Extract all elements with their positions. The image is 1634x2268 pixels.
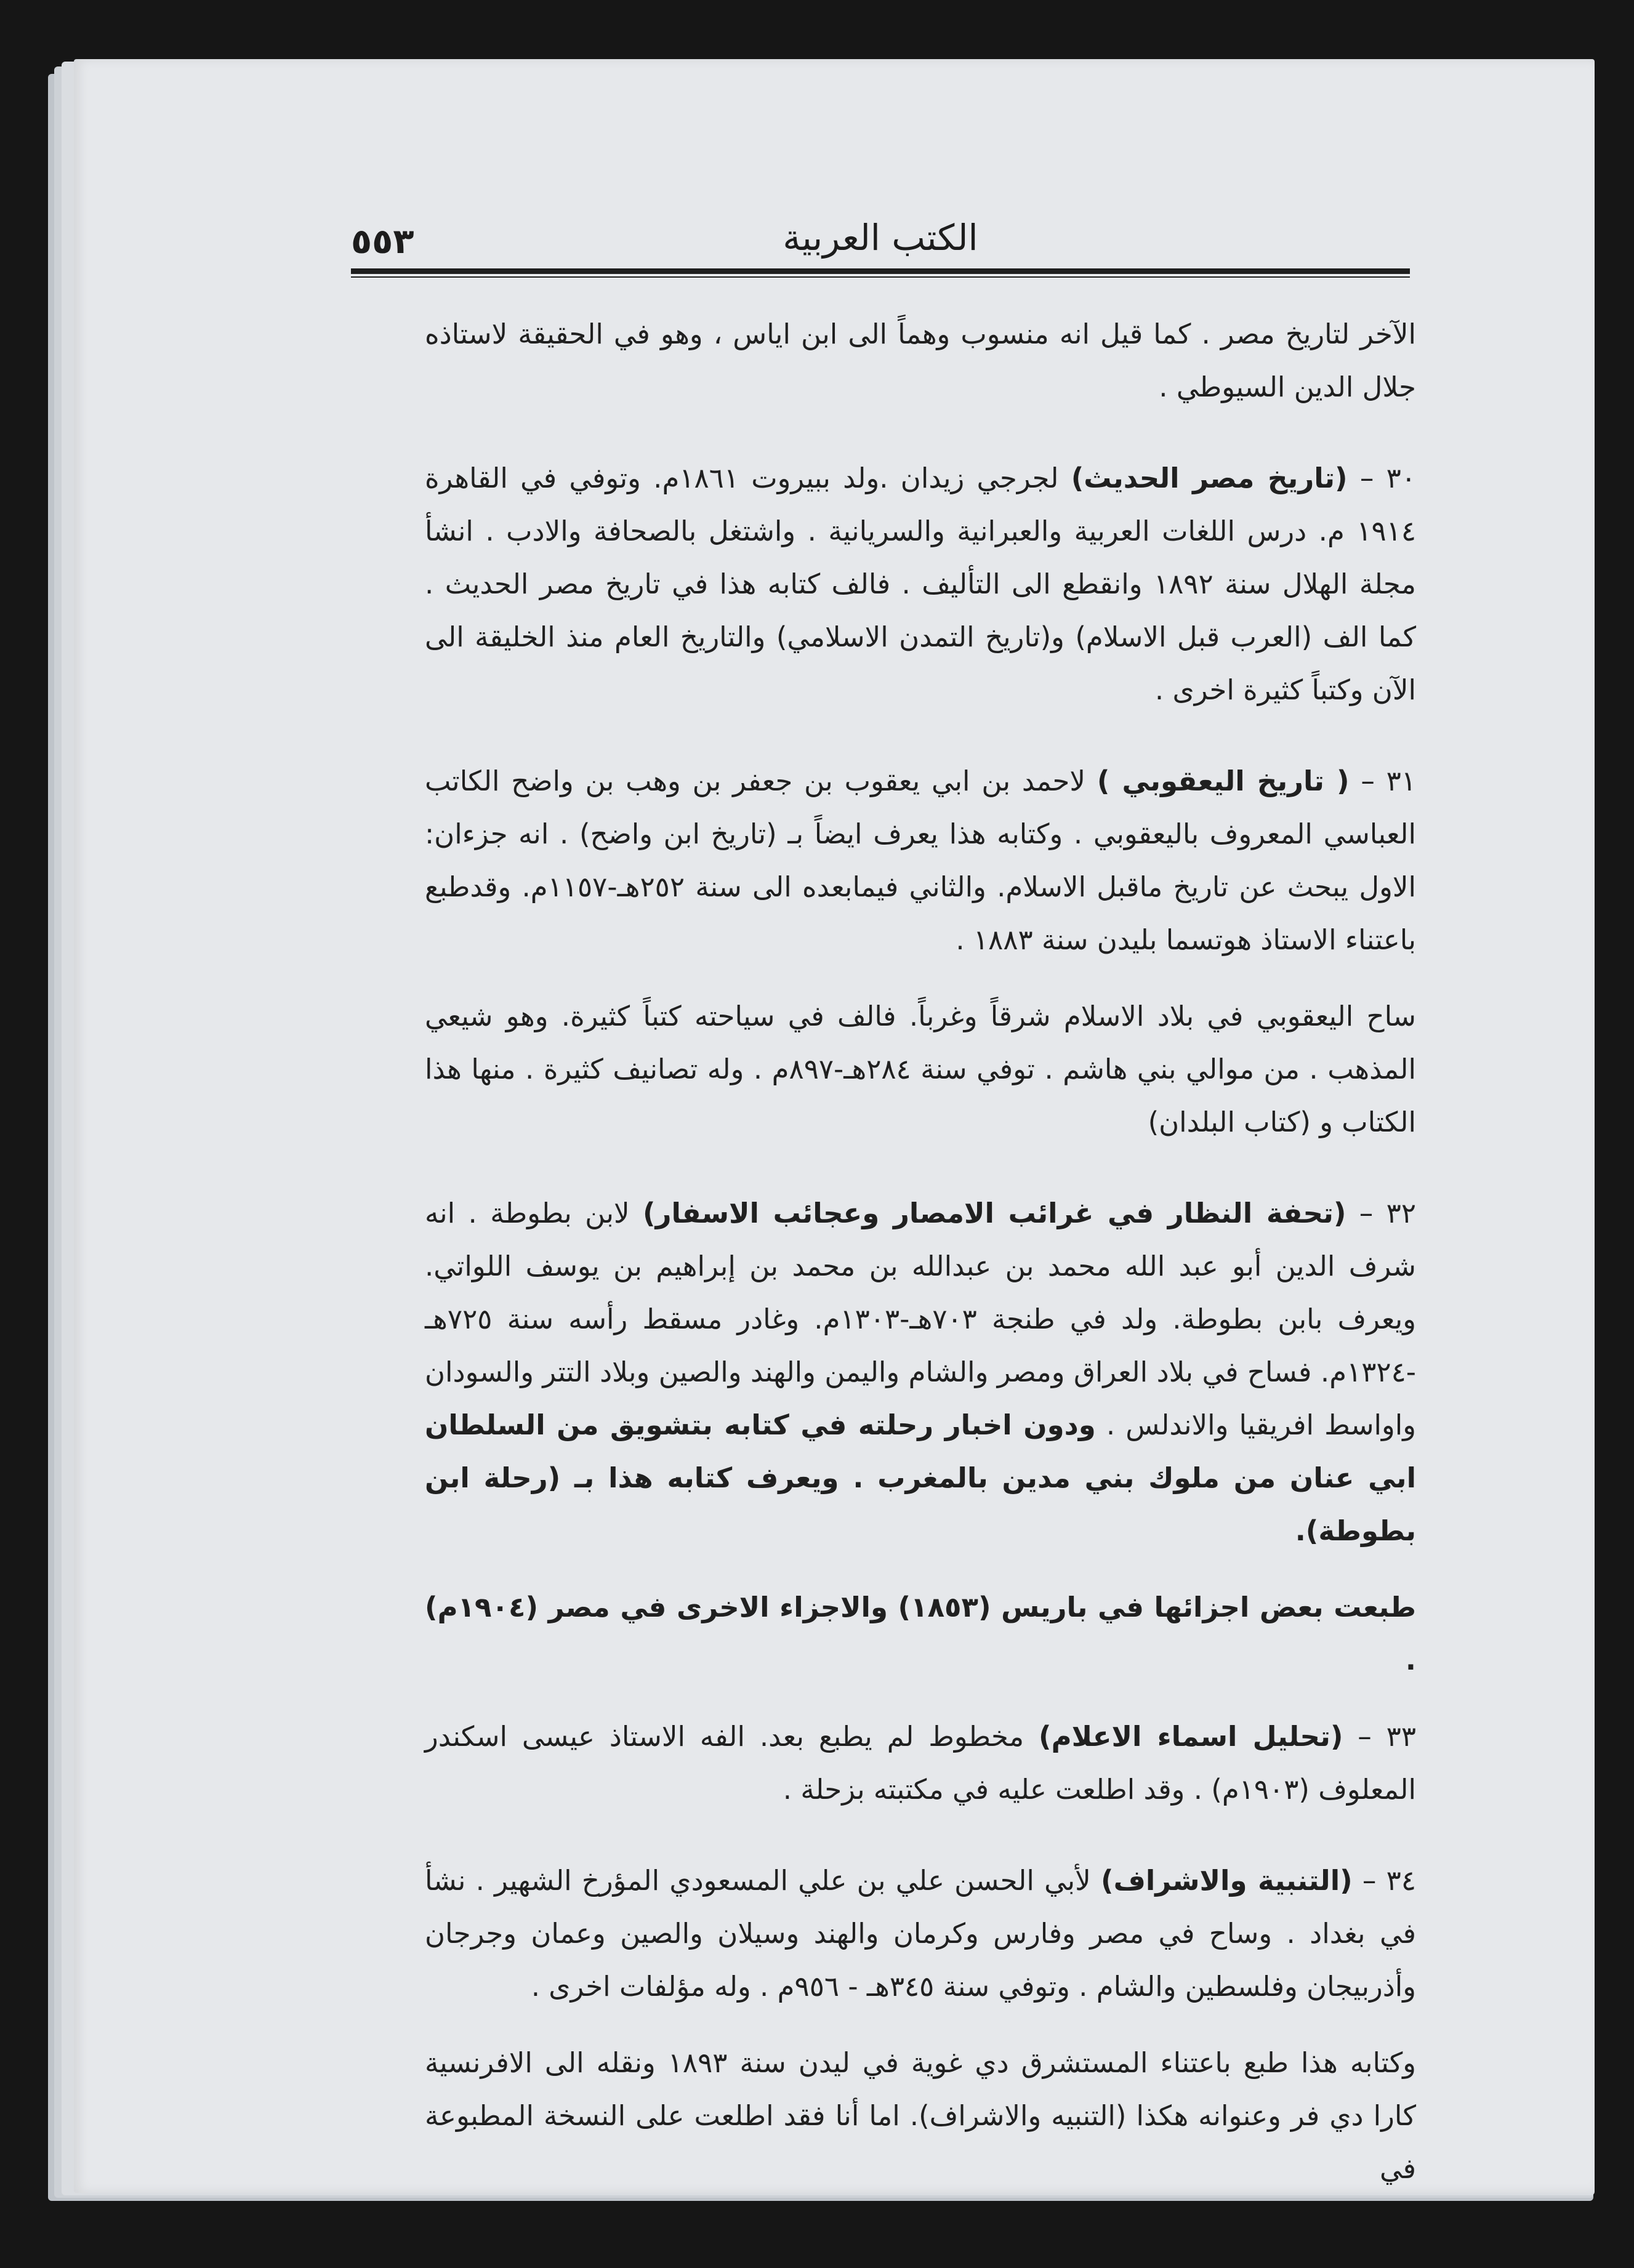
paragraph-continuation [425, 308, 1416, 414]
entry-33 [425, 1710, 1416, 1816]
entry-title: (تاريخ مصر الحديث) [1071, 462, 1348, 494]
entry-title: (تحليل اسماء الاعلام) [1039, 1720, 1343, 1753]
page-body [425, 308, 1416, 2234]
page-header [351, 209, 1410, 277]
running-title: الكتب العربية [783, 217, 978, 259]
entry-32-printing-note [425, 1581, 1416, 1687]
entry-title: (التنبية والاشراف) [1101, 1864, 1353, 1897]
entry-number: ٣٠ – [1347, 462, 1416, 494]
entry-31-continued [425, 990, 1416, 1149]
entry-text: لأبي الحسن علي بن علي المسعودي المؤرخ الشهير . نشأ في بغداد . وساح في مصر وفارس وكرمان والهند وسيلان والصين وعمان وجرجان وأذربيجان وفلسطين والشام . وتوفي سنة ٣٤٥هـ - ٩٥٦م . وله مؤلفات اخرى . [425, 1864, 1416, 2003]
paragraph-text: الآخر لتاريخ مصر . كما قيل انه منسوب وهماً الى ابن اياس ، وهو في الحقيقة لاستاذه جلال الدين السيوطي . [425, 318, 1416, 403]
entry-text: لاحمد بن ابي يعقوب بن جعفر بن وهب بن واضح الكاتب العباسي المعروف باليعقوبي . وكتابه هذا يعرف ايضاً بـ (تاريخ ابن واضح) . انه جزءان: الاول يبحث عن تاريخ ماقبل الاسلام. والثاني فيمابعده الى سنة ٢٥٢هـ-١١٥٧م. وقدطبع باعتناء الاستاذ هوتسما بليدن سنة ١٨٨٣ . [425, 765, 1416, 956]
entry-title: ( تاريخ اليعقوبي ) [1097, 765, 1350, 797]
entry-32 [425, 1187, 1416, 1558]
entry-text: لجرجي زيدان .ولد ببيروت ١٨٦١م. وتوفي في القاهرة ١٩١٤ م. درس اللغات العربية والعبرانية والسريانية . واشتغل بالصحافة والادب . انشأ مجلة الهلال سنة ١٨٩٢ وانقطع الى التأليف . فالف كتابه هذا في تاريخ مصر الحديث . كما الف (العرب قبل الاسلام) و(تاريخ التمدن الاسلامي) والتاريخ العام منذ الخليقة الى الآن وكتباً كثيرة اخرى . [425, 462, 1416, 706]
entry-number: ٣٢ – [1346, 1197, 1416, 1229]
entry-number: ٣٣ – [1343, 1720, 1416, 1753]
entry-34 [425, 1854, 1416, 2013]
paragraph-text: وكتابه هذا طبع باعتناء المستشرق دي غوية في ليدن سنة ١٨٩٣ ونقله الى الافرنسية كارا دي فر وعنوانه هكذا (التنبيه والاشراف). اما أنا فقد اطلعت على النسخة المطبوعة في [425, 2046, 1417, 2185]
entry-34-continued [425, 2037, 1416, 2195]
bold-line: طبعت بعض اجزائها في باريس (١٨٥٣) والاجزاء الاخرى في مصر (١٩٠٤م) . [425, 1591, 1416, 1676]
entry-text: مخطوط لم يطبع بعد. الفه الاستاذ عيسى اسكندر المعلوف (١٩٠٣م) . وقد اطلعت عليه في مكتبته بزحلة . [425, 1720, 1416, 1806]
entry-31 [425, 755, 1416, 967]
entry-title: (تحفة النظار في غرائب الامصار وعجائب الاسفار) [643, 1197, 1346, 1229]
entry-number: ٣١ – [1349, 765, 1417, 797]
entry-number: ٣٤ – [1352, 1864, 1416, 1897]
header-rule [351, 268, 1410, 278]
entry-30 [425, 452, 1416, 717]
page-number: ٥٥٣ [351, 222, 414, 262]
paragraph-text: ساح اليعقوبي في بلاد الاسلام شرقاً وغرباً. فالف في سياحته كتباً كثيرة. وهو شيعي المذهب . من موالي بني هاشم . توفي سنة ٢٨٤هـ-٨٩٧م . وله تصانيف كثيرة . منها هذا الكتاب و (كتاب البلدان) [425, 1000, 1417, 1138]
entry-bold-text: ودون اخبار رحلته في كتابه بتشويق من السلطان ابي عنان من ملوك بني مدين بالمغرب . ويعرف كتابه هذا بـ (رحلة ابن بطوطة). [425, 1409, 1416, 1547]
entry-text: لابن بطوطة . انه شرف الدين أبو عبد الله محمد بن عبدالله بن محمد بن إبراهيم بن يوسف اللواتي. ويعرف بابن بطوطة. ولد في طنجة ٧٠٣هـ-١٣٠٣م. وغادر مسقط رأسه سنة ٧٢٥هـ -١٣٢٤م. فساح في بلاد العراق ومصر والشام واليمن والهند والصين وبلاد التتر والسودان واواسط افريقيا والاندلس . [425, 1197, 1417, 1441]
